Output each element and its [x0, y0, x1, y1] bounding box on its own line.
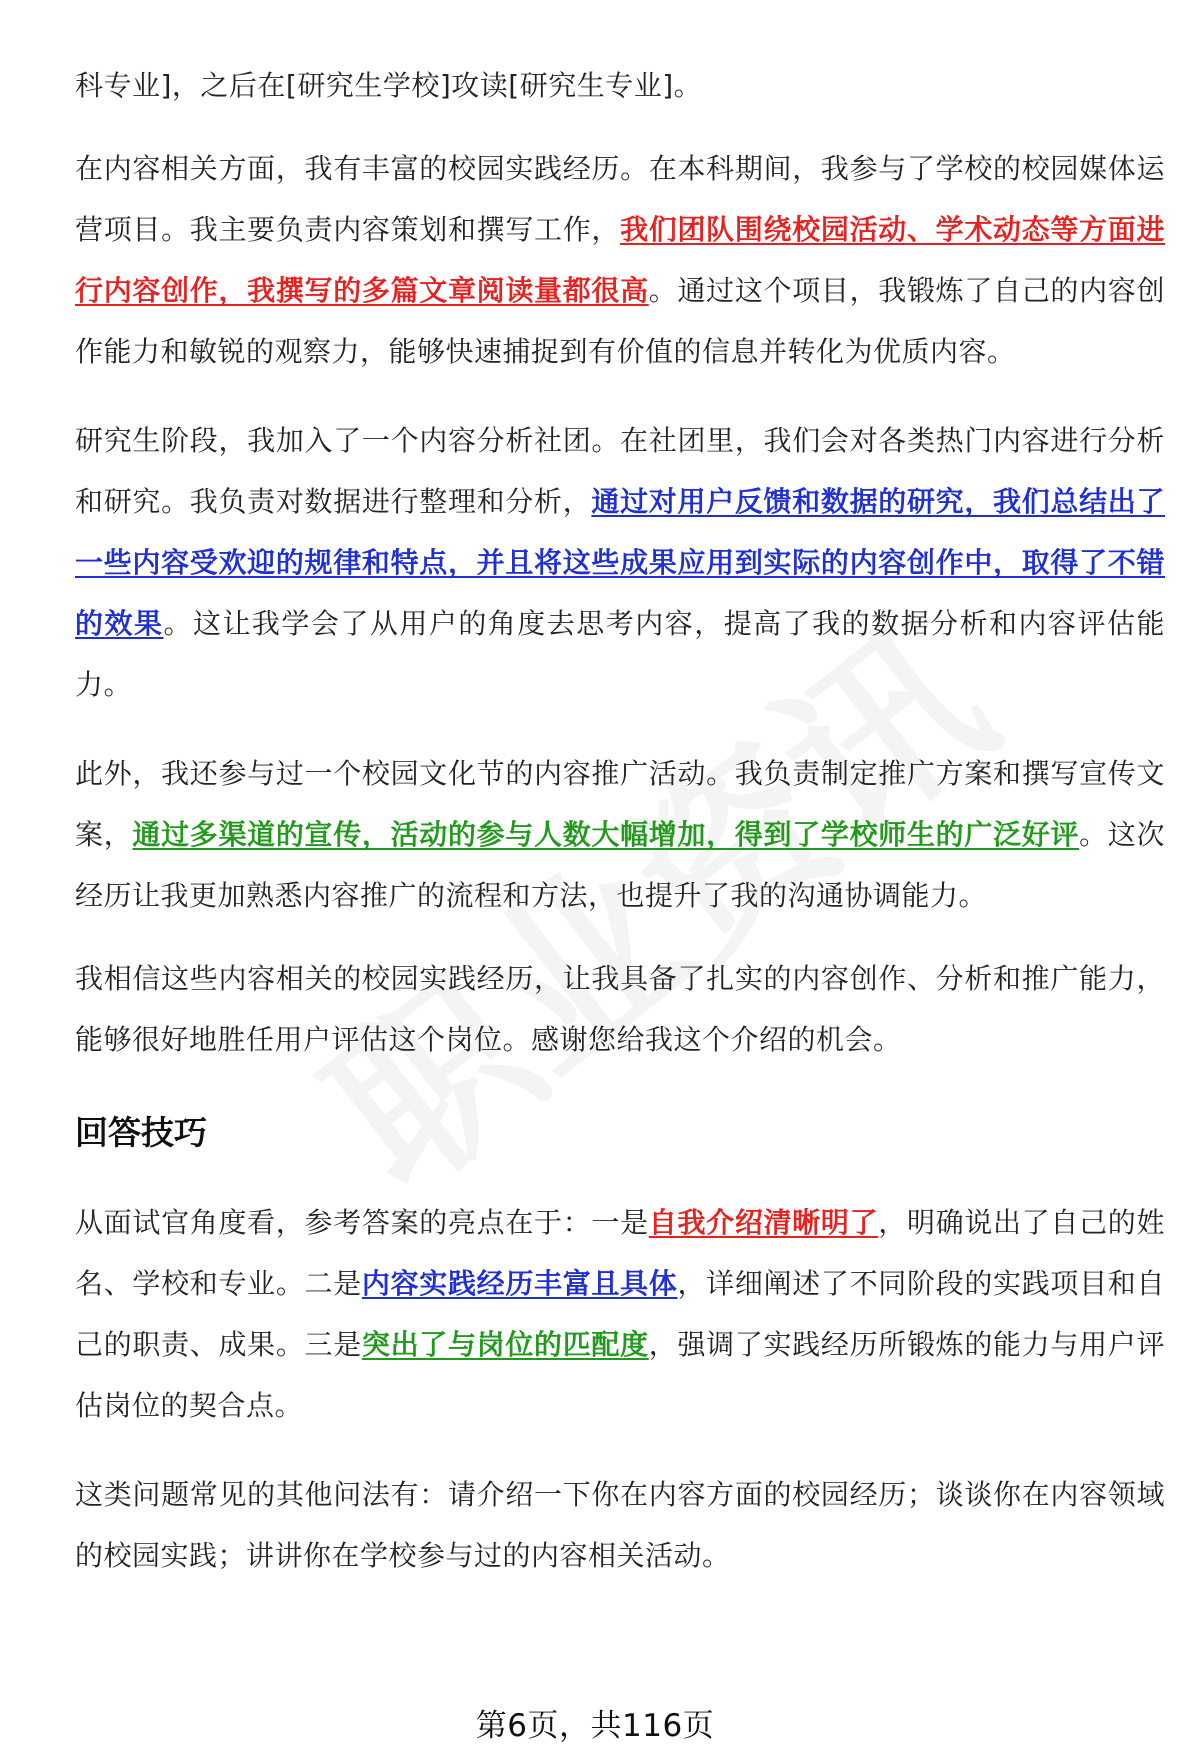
text-segment: ，强调了实践经历所锻炼的能力与用户评估岗位的契合点。 — [75, 1328, 1165, 1422]
highlight-red: 自我介绍清晰明了 — [648, 1206, 879, 1239]
section-title: 回答技巧 — [75, 1113, 207, 1152]
highlight-red: 我们团队围绕校园活动、学术动态等方面进行内容创作，我撰写的多篇文章阅读量都很高 — [75, 213, 1165, 307]
text-segment: 。这让我学会了从用户的角度去思考内容，提高了我的数据分析和内容评估能力。 — [75, 607, 1165, 701]
paragraph-tips-highlights — [75, 1192, 1165, 1436]
text-segment: 在内容相关方面，我有丰富的校园实践经历。在本科期间，我参与了学校的校园媒体运营项目。我主要负责内容策划和撰写工作， — [75, 152, 1165, 246]
paragraph-conclusion: 我相信这些内容相关的校园实践经历，让我具备了扎实的内容创作、分析和推广能力，能够很好地胜任用户评估这个岗位。感谢您给我这个介绍的机会。 — [75, 962, 1165, 1056]
text-segment: 。通过这个项目，我锻炼了自己的内容创作能力和敏锐的观察力，能够快速捕捉到有价值的信息并转化为优质内容。 — [75, 274, 1165, 368]
text-segment: ，明确说出了自己的姓名、学校和专业。二是 — [75, 1206, 1165, 1300]
paragraph-education: 科专业]，之后在[研究生学校]攻读[研究生专业]。 — [75, 69, 703, 102]
paragraph-culture-festival — [75, 743, 1165, 926]
highlight-green: 突出了与岗位的匹配度 — [361, 1328, 649, 1361]
text-segment: 此外，我还参与过一个校园文化节的内容推广活动。我负责制定推广方案和撰写宣传文案， — [75, 757, 1165, 851]
page-number: 第6页，共116页 — [475, 1708, 715, 1744]
highlight-blue: 内容实践经历丰富且具体 — [361, 1267, 678, 1300]
text-segment: ，详细阐述了不同阶段的实践项目和自己的职责、成果。三是 — [75, 1267, 1165, 1361]
highlight-green: 通过多渠道的宣传，活动的参与人数大幅增加，得到了学校师生的广泛好评 — [132, 818, 1080, 851]
paragraph-analysis-club — [75, 410, 1165, 715]
highlight-blue: 通过对用户反馈和数据的研究，我们总结出了一些内容受欢迎的规律和特点，并且将这些成果应用到实际的内容创作中，取得了不错的效果 — [75, 485, 1165, 640]
text-segment: 。这次经历让我更加熟悉内容推广的流程和方法，也提升了我的沟通协调能力。 — [75, 818, 1165, 912]
text-segment: 从面试官角度看，参考答案的亮点在于：一是 — [75, 1206, 649, 1239]
document-page — [75, 55, 1165, 1614]
paragraph-tips-variants: 这类问题常见的其他问法有：请介绍一下你在内容方面的校园经历；谈谈你在内容领域的校园实践；讲讲你在学校参与过的内容相关活动。 — [75, 1478, 1165, 1572]
paragraph-campus-media — [75, 138, 1165, 382]
text-segment: 研究生阶段，我加入了一个内容分析社团。在社团里，我们会对各类热门内容进行分析和研究。我负责对数据进行整理和分析， — [75, 424, 1165, 518]
